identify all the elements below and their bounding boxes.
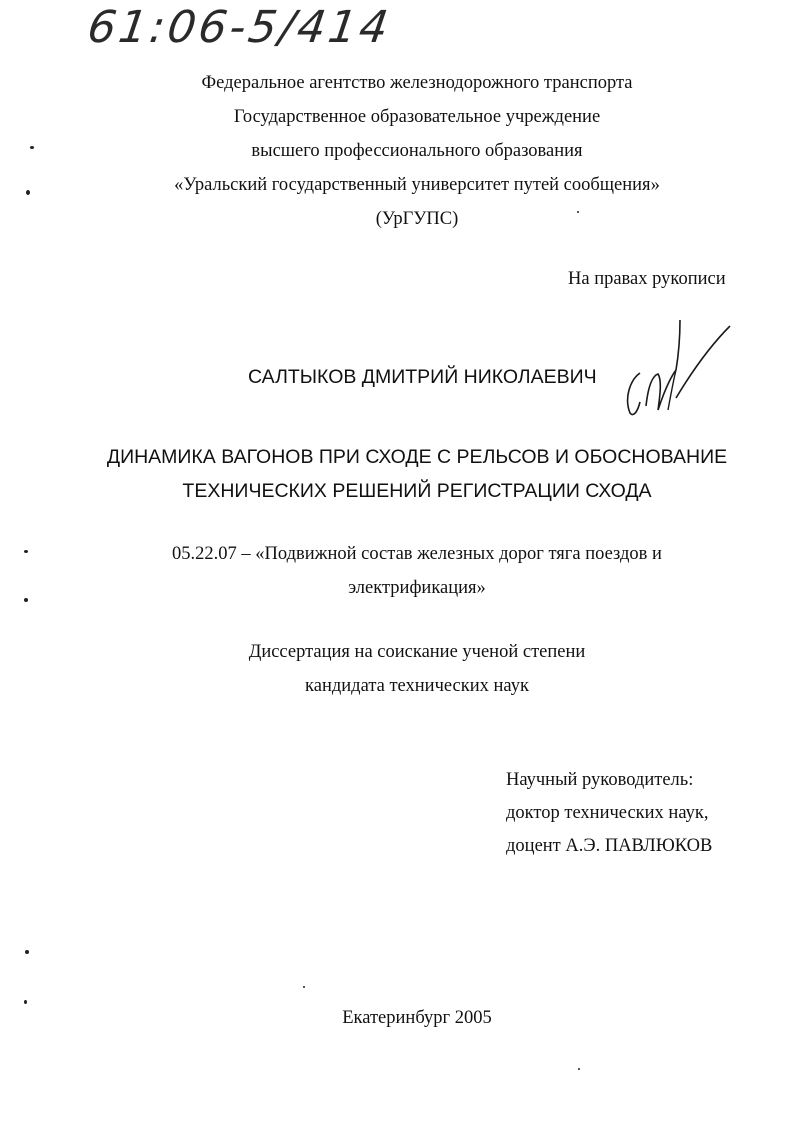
scan-speck <box>24 1000 27 1004</box>
header-line-university-name: «Уральский государственный университет путей сообщения» <box>174 175 660 195</box>
specialty-line-2: электрификация» <box>348 578 486 598</box>
header-line-university-abbr: (УрГУПС) <box>375 209 459 229</box>
supervisor-degree: доктор технических наук, <box>506 803 709 823</box>
supervisor-label: Научный руководитель: <box>506 770 694 790</box>
manuscript-note: На правах рукописи <box>568 269 726 289</box>
title-line-2: ТЕХНИЧЕСКИХ РЕШЕНИЙ РЕГИСТРАЦИИ СХОДА <box>182 480 652 502</box>
scan-speck <box>577 211 579 213</box>
supervisor-name: доцент А.Э. ПАВЛЮКОВ <box>506 836 713 856</box>
scan-speck <box>24 598 28 602</box>
scan-speck <box>25 950 29 954</box>
header-line-institution-type: Государственное образовательное учреждение <box>233 107 601 127</box>
header-line-agency: Федеральное агентство железнодорожного транспорта <box>201 73 633 93</box>
handwritten-archive-code: 61:06-5/414 <box>84 2 395 53</box>
author-name: САЛТЫКОВ ДМИТРИЙ НИКОЛАЕВИЧ <box>248 366 597 388</box>
scan-speck <box>24 550 28 553</box>
scan-speck <box>30 146 34 149</box>
degree-line-2: кандидата технических наук <box>305 676 529 696</box>
scan-speck <box>578 1068 580 1070</box>
title-line-1: ДИНАМИКА ВАГОНОВ ПРИ СХОДЕ С РЕЛЬСОВ И ОБОСНОВАНИЕ <box>106 446 728 468</box>
author-signature <box>618 318 738 423</box>
specialty-line-1: 05.22.07 – «Подвижной состав железных дорог тяга поездов и <box>172 544 662 564</box>
city-year: Екатеринбург 2005 <box>342 1008 492 1028</box>
header-line-education-level: высшего профессионального образования <box>251 141 583 161</box>
degree-line-1: Диссертация на соискание ученой степени <box>248 642 586 662</box>
scan-speck <box>303 986 305 988</box>
scan-speck <box>26 190 30 195</box>
